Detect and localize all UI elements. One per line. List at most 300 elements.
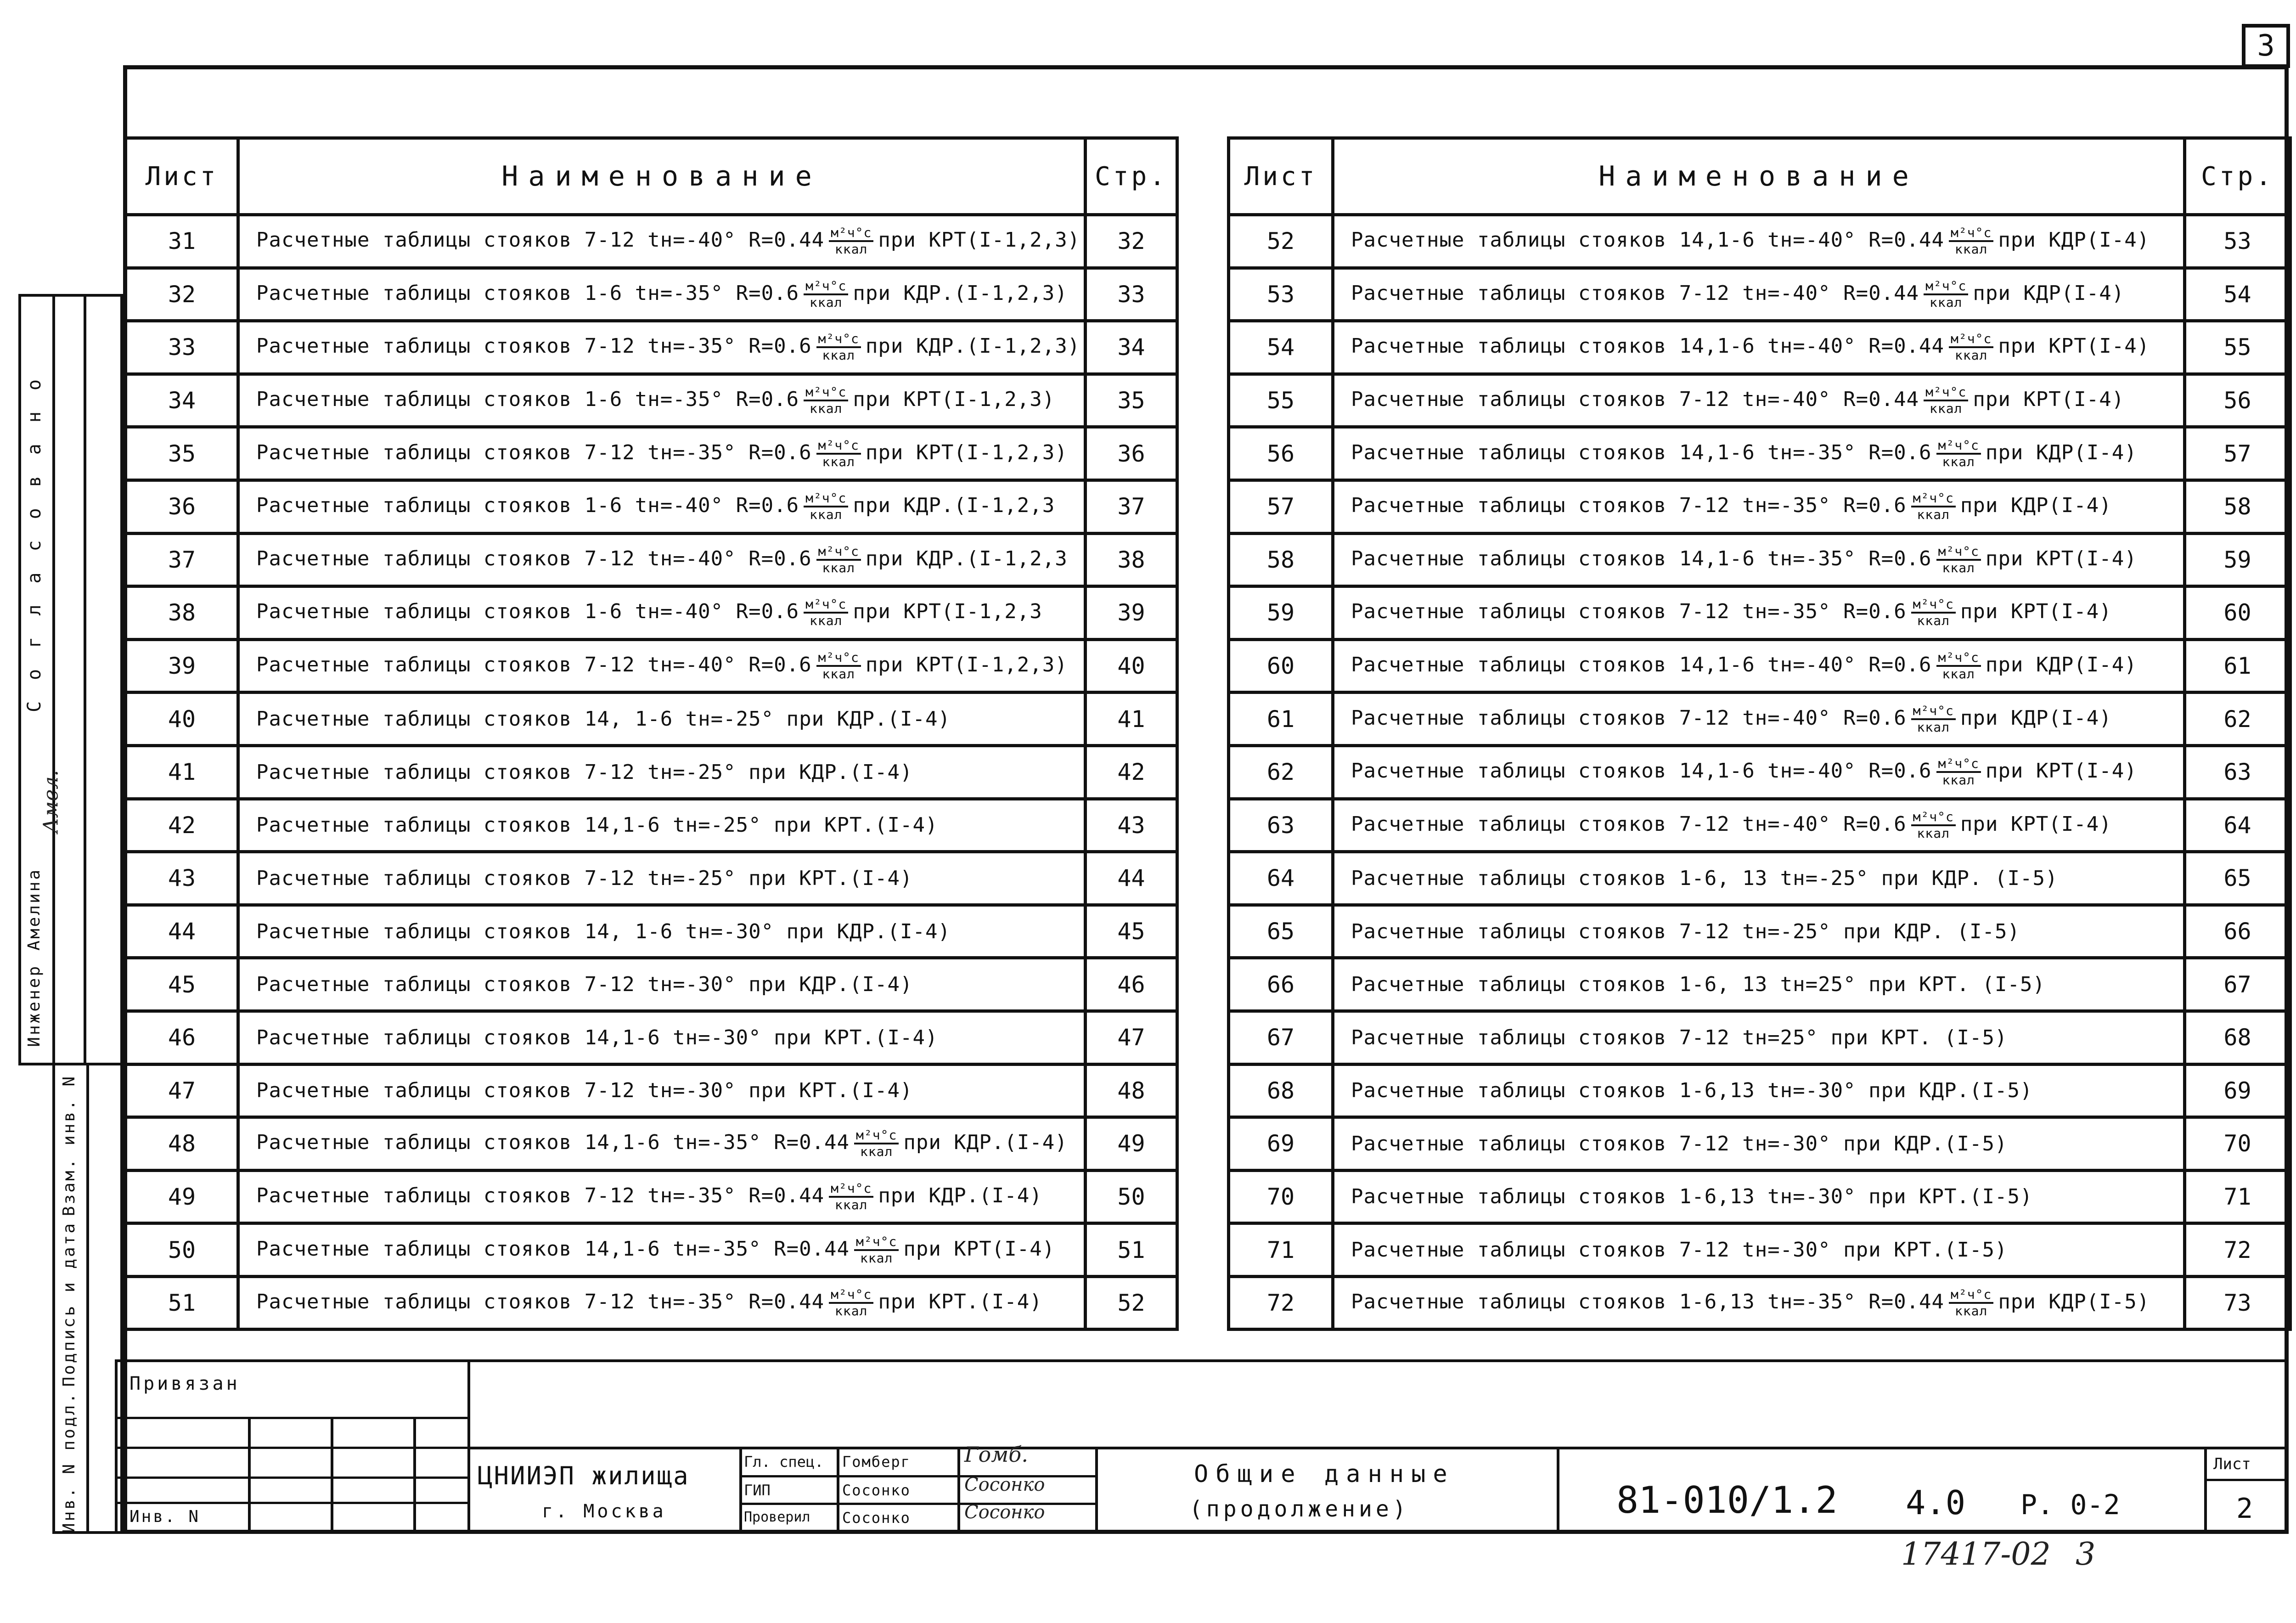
fraction-denominator: ккал <box>1929 294 1963 310</box>
name-text: Расчетные таблицы стояков 1-6, 13 tн=-25° при КДР. (I-5) <box>1351 866 2058 890</box>
sigs-right-line <box>1095 1447 1098 1534</box>
name-cell <box>1333 533 2185 586</box>
name-text: Расчетные таблицы стояков 14, 1-6 tн=-30° при КДР.(I-4) <box>256 919 951 943</box>
name-cell <box>1333 321 2185 374</box>
fraction-denominator: ккал <box>1929 401 1963 417</box>
name-text: Расчетные таблицы стояков 7-12 tн=-25° при КДР.(I-4) <box>256 760 913 784</box>
table-row <box>1229 905 2290 958</box>
sheet-cell: 45 <box>126 958 238 1011</box>
condition-text: при КРТ(I-1,2,3 <box>853 600 1042 624</box>
name-text: Расчетные таблицы стояков 7-12 tн=-35° R=0.6 <box>1351 494 1907 518</box>
fraction-denominator: ккал <box>810 294 843 310</box>
name-text: Расчетные таблицы стояков 14,1-6 tн=-40° R=0.44 <box>1351 228 1945 252</box>
bound-vline-3 <box>413 1417 416 1534</box>
name-text: Расчетные таблицы стояков 14,1-6 tн=-35° R=0.44 <box>256 1131 850 1155</box>
units-fraction <box>1911 597 1956 628</box>
units-fraction <box>804 385 848 416</box>
name-text: Расчетные таблицы стояков 7-12 tн=-30° при КДР.(I-4) <box>256 973 913 997</box>
table-row <box>1229 374 2290 427</box>
table-row <box>126 1223 1177 1277</box>
fraction-denominator: ккал <box>1942 454 1975 469</box>
units-fraction <box>1924 279 1968 310</box>
sheet-cell: 36 <box>126 480 238 533</box>
table-row <box>1229 321 2290 374</box>
sheet-label: Лист <box>2213 1455 2251 1473</box>
name-cell <box>1333 1117 2185 1171</box>
condition-text: при КДР(I-4) <box>1998 228 2150 252</box>
page-cell: 60 <box>2185 586 2290 640</box>
table-row <box>126 1064 1177 1117</box>
units-fraction <box>804 491 848 522</box>
table-row <box>1229 1011 2290 1064</box>
page-cell: 50 <box>1086 1170 1177 1223</box>
table-row <box>126 268 1177 321</box>
condition-text: при КДР(I-4) <box>1973 281 2125 305</box>
sheet-cell: 41 <box>126 745 238 799</box>
page-cell: 45 <box>1086 905 1177 958</box>
sheet-cell: 58 <box>1229 533 1333 586</box>
units-fraction <box>816 544 861 575</box>
table-row <box>1229 852 2290 905</box>
fraction-numerator: м²ч°с <box>816 332 861 348</box>
table-row <box>1229 958 2290 1011</box>
sheet-cell: 66 <box>1229 958 1333 1011</box>
page-cell: 54 <box>2185 268 2290 321</box>
name-cell <box>1333 958 2185 1011</box>
org-name: ЦНИИЭП жилища <box>478 1461 690 1490</box>
fraction-denominator: ккал <box>834 1197 868 1212</box>
units-fraction <box>1936 544 1981 575</box>
page-cell: 52 <box>1086 1276 1177 1330</box>
names-left-line <box>837 1447 839 1534</box>
condition-text: при КДР(I-4) <box>1960 494 2112 518</box>
condition-text: при КДР.(I-4) <box>878 1183 1042 1207</box>
page-cell: 71 <box>2185 1170 2290 1223</box>
sheet-cell: 68 <box>1229 1064 1333 1117</box>
fraction-numerator: м²ч°с <box>804 279 848 295</box>
sheet-cell: 52 <box>1229 215 1333 268</box>
units-fraction <box>829 225 873 257</box>
sheet-subtitle: (продолжение) <box>1189 1496 1410 1522</box>
sheet-cell: 61 <box>1229 693 1333 746</box>
fraction-numerator: м²ч°с <box>804 491 848 507</box>
condition-text: при КДР.(I-1,2,3) <box>865 334 1080 358</box>
fraction-denominator: ккал <box>1917 719 1950 735</box>
sheet-cell: 44 <box>126 905 238 958</box>
page-cell: 67 <box>2185 958 2290 1011</box>
name-cell <box>1333 427 2185 480</box>
sheet-cell: 47 <box>126 1064 238 1117</box>
sheet-cell: 65 <box>1229 905 1333 958</box>
condition-text: при КДР(I-5) <box>1998 1290 2150 1314</box>
inv-label: Инв. N <box>129 1507 201 1526</box>
strip-engineer-role: Инженер <box>25 964 44 1047</box>
sheet-cell-mid-line <box>2204 1479 2289 1481</box>
strip-engineer-name: Амелина <box>25 868 44 951</box>
table-row <box>126 1011 1177 1064</box>
fraction-numerator: м²ч°с <box>816 544 861 561</box>
table-row <box>1229 693 2290 746</box>
archive-number: 17417-02 <box>1901 1536 2051 1572</box>
units-fraction <box>816 650 861 682</box>
sigs-left-line <box>957 1447 960 1534</box>
units-fraction <box>1949 225 1993 257</box>
units-fraction <box>1949 332 1993 363</box>
page-cell: 61 <box>2185 639 2290 693</box>
name-text: Расчетные таблицы стояков 7-12 tн=-30° при КРТ.(I-4) <box>256 1079 913 1103</box>
name-text: Расчетные таблицы стояков 7-12 tн=-35° R=0.44 <box>256 1183 825 1207</box>
table-row <box>126 639 1177 693</box>
fraction-numerator: м²ч°с <box>854 1234 899 1251</box>
name-cell <box>238 1011 1086 1064</box>
header-page: Стр. <box>2185 138 2290 215</box>
condition-text: при КРТ(I-4) <box>1998 334 2150 358</box>
sheet-cell: 31 <box>126 215 238 268</box>
page-cell: 37 <box>1086 480 1177 533</box>
sheet-cell: 35 <box>126 427 238 480</box>
fraction-denominator: ккал <box>1942 772 1975 788</box>
condition-text: при КРТ(I-1,2,3) <box>865 440 1068 464</box>
name-text: Расчетные таблицы стояков 7-12 tн=-35° R=0.6 <box>1351 600 1907 624</box>
doc-part: Р. 0-2 <box>2020 1489 2120 1521</box>
table-row <box>1229 268 2290 321</box>
name-cell <box>1333 852 2185 905</box>
table-row <box>1229 639 2290 693</box>
units-fraction <box>854 1128 899 1159</box>
name-cell <box>1333 799 2185 852</box>
sheet-cell: 37 <box>126 533 238 586</box>
name-cell <box>1333 1011 2185 1064</box>
sheet-cell: 39 <box>126 639 238 693</box>
signature-gip: Сосонко <box>964 1474 1045 1495</box>
page-cell: 44 <box>1086 852 1177 905</box>
sheet-cell: 53 <box>1229 268 1333 321</box>
strip-sign-date: Подпись и дата <box>60 1222 79 1387</box>
sheet-cell: 59 <box>1229 586 1333 640</box>
page-cell: 42 <box>1086 745 1177 799</box>
name-text: Расчетные таблицы стояков 14,1-6 tн=-30° при КРТ.(I-4) <box>256 1026 938 1049</box>
fraction-denominator: ккал <box>834 242 868 257</box>
strip-agreed: Согласовано <box>24 358 45 712</box>
fraction-numerator: м²ч°с <box>1911 597 1956 614</box>
fraction-numerator: м²ч°с <box>1911 704 1956 720</box>
condition-text: при КРТ(I-4) <box>1985 759 2137 783</box>
condition-text: при КРТ(I-4) <box>1985 547 2137 570</box>
fraction-denominator: ккал <box>810 507 843 523</box>
signature-checked: Сосонко <box>964 1502 1045 1523</box>
fraction-numerator: м²ч°с <box>1949 1287 1993 1304</box>
name-text: Расчетные таблицы стояков 7-12 tн=-25° при КРТ.(I-4) <box>256 866 913 890</box>
page-cell: 58 <box>2185 480 2290 533</box>
name-cell <box>1333 586 2185 640</box>
name-chief: Гомберг <box>842 1453 911 1471</box>
page-cell: 47 <box>1086 1011 1177 1064</box>
table-row <box>126 586 1177 640</box>
fraction-denominator: ккал <box>834 1303 868 1319</box>
table-row <box>126 215 1177 268</box>
condition-text: при КРТ(I-1,2,3) <box>878 228 1080 252</box>
table-row <box>126 958 1177 1011</box>
role-chief: Гл. спец. <box>744 1453 824 1471</box>
page-cell: 41 <box>1086 693 1177 746</box>
sheet-cell: 48 <box>126 1117 238 1171</box>
table-row <box>1229 533 2290 586</box>
sheet-cell: 46 <box>126 1011 238 1064</box>
sheet-number: 2 <box>2236 1493 2253 1525</box>
fraction-denominator: ккал <box>1954 1303 1988 1319</box>
name-cell <box>1333 693 2185 746</box>
fraction-denominator: ккал <box>1917 507 1950 523</box>
table-row <box>1229 1223 2290 1277</box>
sheet-cell: 64 <box>1229 852 1333 905</box>
sheet-cell: 38 <box>126 586 238 640</box>
name-checked: Сосонко <box>842 1509 911 1527</box>
condition-text: при КДР.(I-4) <box>903 1131 1068 1155</box>
table-row <box>126 533 1177 586</box>
fraction-numerator: м²ч°с <box>1911 810 1956 826</box>
page-cell: 63 <box>2185 745 2290 799</box>
name-text: Расчетные таблицы стояков 7-12 tн=-40° R=0.6 <box>256 547 812 570</box>
name-text: Расчетные таблицы стояков 7-12 tн=-35° R=0.6 <box>256 440 812 464</box>
fraction-denominator: ккал <box>1917 613 1950 629</box>
page-cell: 34 <box>1086 321 1177 374</box>
name-cell <box>238 799 1086 852</box>
condition-text: при КРТ(I-4) <box>1960 812 2112 836</box>
fraction-denominator: ккал <box>810 613 843 629</box>
name-cell <box>238 374 1086 427</box>
units-fraction <box>816 438 861 469</box>
name-cell <box>1333 905 2185 958</box>
header-name: Наименование <box>238 138 1086 215</box>
table-row <box>1229 1276 2290 1330</box>
page-cell: 73 <box>2185 1276 2290 1330</box>
strip-col-2 <box>52 294 86 1065</box>
name-cell <box>1333 480 2185 533</box>
condition-text: при КДР.(I-1,2,3 <box>853 494 1055 518</box>
bound-vline-1 <box>248 1417 251 1534</box>
page-cell: 57 <box>2185 427 2290 480</box>
bound-line-3 <box>115 1476 470 1479</box>
fraction-denominator: ккал <box>1942 560 1975 575</box>
sheet-cell: 32 <box>126 268 238 321</box>
header-sheet: Лист <box>1229 138 1333 215</box>
header-page: Стр. <box>1086 138 1177 215</box>
name-cell <box>238 958 1086 1011</box>
sheet-cell: 56 <box>1229 427 1333 480</box>
name-cell <box>238 533 1086 586</box>
units-fraction <box>804 279 848 310</box>
condition-text: при КРТ(I-4) <box>903 1237 1055 1261</box>
page-cell: 64 <box>2185 799 2290 852</box>
name-text: Расчетные таблицы стояков 7-12 tн=-40° R=0.44 <box>1351 281 1919 305</box>
org-left-line <box>467 1447 470 1534</box>
name-text: Расчетные таблицы стояков 1-6,13 tн=-30° при КРТ.(I-5) <box>1351 1185 2033 1209</box>
fraction-numerator: м²ч°с <box>816 438 861 455</box>
name-text: Расчетные таблицы стояков 1-6 tн=-40° R=0.6 <box>256 494 799 518</box>
name-text: Расчетные таблицы стояков 14,1-6 tн=-35° R=0.44 <box>256 1237 850 1261</box>
sheet-cell: 54 <box>1229 321 1333 374</box>
fraction-numerator: м²ч°с <box>816 650 861 667</box>
sheet-cell: 71 <box>1229 1223 1333 1277</box>
table-row <box>1229 586 2290 640</box>
table-row <box>1229 799 2290 852</box>
engineer-signature: Амел. <box>39 770 63 834</box>
page-cell: 56 <box>2185 374 2290 427</box>
name-cell <box>238 480 1086 533</box>
fraction-numerator: м²ч°с <box>829 1287 873 1304</box>
bound-label: Привязан <box>129 1373 240 1394</box>
page-cell: 69 <box>2185 1064 2290 1117</box>
name-text: Расчетные таблицы стояков 7-12 tн=-40° R=0.44 <box>256 228 825 252</box>
condition-text: при КДР(I-4) <box>1985 653 2137 677</box>
page-cell: 36 <box>1086 427 1177 480</box>
fraction-numerator: м²ч°с <box>1924 279 1968 295</box>
strip-inv-orig: Инв. N подл. <box>60 1392 79 1533</box>
units-fraction <box>804 597 848 628</box>
name-cell <box>238 215 1086 268</box>
table-row <box>126 1117 1177 1171</box>
title-right-line <box>1557 1447 1559 1534</box>
fraction-denominator: ккал <box>1942 666 1975 682</box>
name-text: Расчетные таблицы стояков 1-6 tн=-40° R=0.6 <box>256 600 799 624</box>
name-text: Расчетные таблицы стояков 1-6 tн=-35° R=0.6 <box>256 281 799 305</box>
units-fraction <box>1911 704 1956 735</box>
table-row <box>126 321 1177 374</box>
name-cell <box>238 1223 1086 1277</box>
table-row <box>1229 215 2290 268</box>
table-row <box>126 799 1177 852</box>
page-cell: 55 <box>2185 321 2290 374</box>
name-cell <box>238 321 1086 374</box>
register-table-left <box>124 136 1179 1331</box>
fraction-denominator: ккал <box>860 1144 893 1160</box>
table-row <box>126 1170 1177 1223</box>
name-text: Расчетные таблицы стояков 14,1-6 tн=-25° при КРТ.(I-4) <box>256 813 938 837</box>
fraction-numerator: м²ч°с <box>1936 544 1981 561</box>
title-top-line <box>1095 1447 2289 1449</box>
name-text: Расчетные таблицы стояков 7-12 tн=25° при КРТ. (I-5) <box>1351 1026 2008 1049</box>
page-number: 3 <box>2257 29 2275 63</box>
sheet-cell: 67 <box>1229 1011 1333 1064</box>
table-row <box>1229 745 2290 799</box>
condition-text: при КРТ(I-1,2,3) <box>853 388 1055 411</box>
page-cell: 48 <box>1086 1064 1177 1117</box>
sheet-cell: 51 <box>126 1276 238 1330</box>
table-row <box>1229 1117 2290 1171</box>
fraction-numerator: м²ч°с <box>1949 332 1993 348</box>
sheet-cell: 70 <box>1229 1170 1333 1223</box>
sheet-cell-left-line <box>2204 1447 2207 1534</box>
units-fraction <box>1924 385 1968 416</box>
condition-text: при КДР(I-4) <box>1985 440 2137 464</box>
fraction-numerator: м²ч°с <box>1936 438 1981 455</box>
units-fraction <box>1936 438 1981 469</box>
fraction-numerator: м²ч°с <box>854 1128 899 1144</box>
bound-line-4 <box>115 1502 470 1504</box>
units-fraction <box>1936 756 1981 788</box>
name-cell <box>238 1064 1086 1117</box>
doc-volume: 4.0 <box>1906 1483 1966 1522</box>
units-fraction <box>829 1181 873 1212</box>
header-sheet: Лист <box>126 138 238 215</box>
table-row <box>126 480 1177 533</box>
page-number-box <box>2242 24 2290 68</box>
name-cell <box>238 905 1086 958</box>
sheet-cell: 40 <box>126 693 238 746</box>
name-text: Расчетные таблицы стояков 14,1-6 tн=-40° R=0.6 <box>1351 653 1932 677</box>
page-cell: 68 <box>2185 1011 2290 1064</box>
name-text: Расчетные таблицы стояков 7-12 tн=-35° R=0.6 <box>256 334 812 358</box>
sheet-cell: 72 <box>1229 1276 1333 1330</box>
archive-page: 3 <box>2076 1536 2096 1572</box>
name-cell <box>238 427 1086 480</box>
fraction-numerator: м²ч°с <box>1936 650 1981 667</box>
role-checked: Проверил <box>744 1509 810 1525</box>
table-header <box>126 138 1177 215</box>
name-text: Расчетные таблицы стояков 14,1-6 tн=-40° R=0.44 <box>1351 334 1945 358</box>
sheet-cell: 62 <box>1229 745 1333 799</box>
units-fraction <box>1936 650 1981 682</box>
fraction-denominator: ккал <box>1954 348 1988 363</box>
page-cell: 51 <box>1086 1223 1177 1277</box>
page-cell: 72 <box>2185 1223 2290 1277</box>
fraction-denominator: ккал <box>1954 242 1988 257</box>
sheet-cell: 69 <box>1229 1117 1333 1171</box>
condition-text: при КРТ(I-4) <box>1960 600 2112 624</box>
fraction-denominator: ккал <box>822 454 855 469</box>
strip-inv-replace: Взам. инв. N <box>60 1075 79 1217</box>
name-cell <box>1333 1223 2185 1277</box>
name-cell <box>238 745 1086 799</box>
fraction-denominator: ккал <box>810 401 843 417</box>
condition-text: при КДР.(I-1,2,3) <box>853 281 1068 305</box>
page-cell: 65 <box>2185 852 2290 905</box>
name-cell <box>238 1276 1086 1330</box>
name-text: Расчетные таблицы стояков 7-12 tн=-40° R=0.44 <box>1351 388 1919 411</box>
table-row <box>126 852 1177 905</box>
name-text: Расчетные таблицы стояков 14,1-6 tн=-35° R=0.6 <box>1351 440 1932 464</box>
signature-chief: Гомб. <box>964 1442 1028 1467</box>
sheet-cell: 57 <box>1229 480 1333 533</box>
name-cell <box>1333 1170 2185 1223</box>
table-row <box>1229 1170 2290 1223</box>
name-text: Расчетные таблицы стояков 7-12 tн=-35° R=0.44 <box>256 1290 825 1314</box>
units-fraction <box>1911 491 1956 522</box>
table-row <box>126 374 1177 427</box>
name-text: Расчетные таблицы стояков 14,1-6 tн=-35° R=0.6 <box>1351 547 1932 570</box>
page-cell: 33 <box>1086 268 1177 321</box>
units-fraction <box>816 332 861 363</box>
page-cell: 53 <box>2185 215 2290 268</box>
page-cell: 49 <box>1086 1117 1177 1171</box>
table-row <box>126 693 1177 746</box>
fraction-denominator: ккал <box>822 348 855 363</box>
sheet-cell: 50 <box>126 1223 238 1277</box>
name-cell <box>1333 639 2185 693</box>
units-fraction <box>854 1234 899 1266</box>
name-cell <box>1333 1276 2185 1330</box>
name-cell <box>1333 745 2185 799</box>
page-cell: 59 <box>2185 533 2290 586</box>
register-table-right <box>1227 136 2292 1331</box>
name-cell <box>238 1170 1086 1223</box>
name-text: Расчетные таблицы стояков 7-12 tн=-30° при КДР.(I-5) <box>1351 1132 2008 1155</box>
name-text: Расчетные таблицы стояков 1-6, 13 tн=25° при КРТ. (I-5) <box>1351 973 2045 997</box>
name-text: Расчетные таблицы стояков 7-12 tн=-40° R=0.6 <box>256 653 812 677</box>
page-cell: 70 <box>2185 1117 2290 1171</box>
side-approval-strip <box>18 294 123 1534</box>
sheet-cell: 43 <box>126 852 238 905</box>
